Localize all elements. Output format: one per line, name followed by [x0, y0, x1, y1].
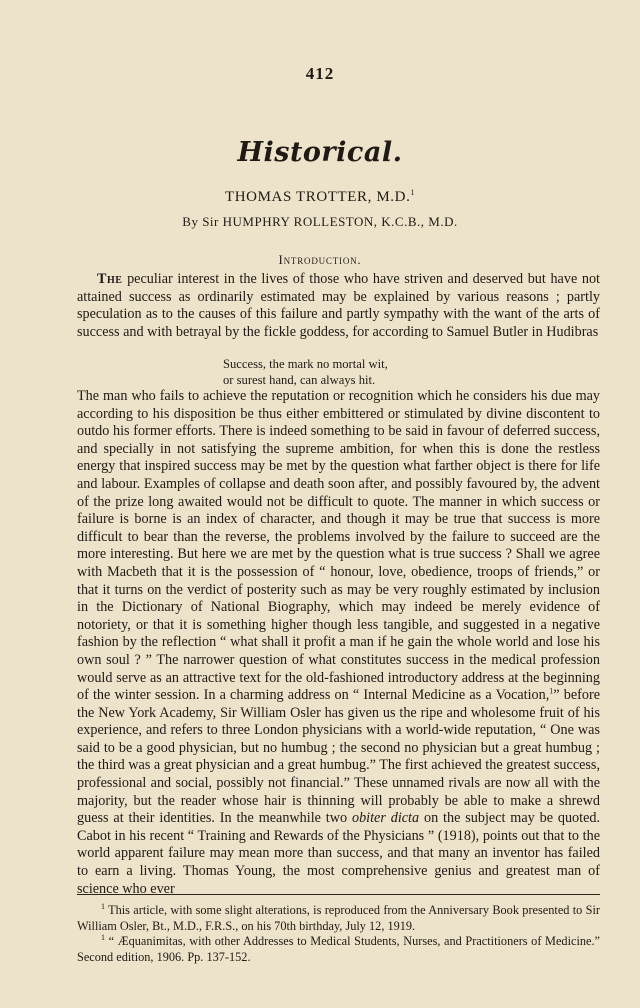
verse-line-2: or surest hand, can always hit.	[223, 373, 376, 387]
paragraph-2-part-a: The man who fails to achieve the reputation or recognition which he considers his due may according to his disposition be thus either embittered or stimulated by divine discontent to outdo his former efforts. There is indeed something to be said in favour of deferred success, and specially in not satisfying the supreme ambition, for when this is done the restless energy that inspired success may be met by the question what farther object is there for life and labour. Examples of collapse and death soon after, and possibly favoured by, the advent of the prize long awaited would not be difficult to quote. The manner in which success or failure is borne is an index of character, and though it may be true that success is more difficult to bear than the reverse, the problems involved by the failure to succeed are the more interesting. But here we are met by the question what is true success ? Shall we agree with Macbeth that it is the possession of “ honour, love, obedience, troops of friends,” or that it turns on the verdict of posterity such as may be very roughly estimated by inclusion in the Dictionary of National Biography, which may indeed be merely evidence of notoriety, or that it is something higher though less tangible, and suggested in a negative fashion by the reflection “ what shall it profit a man if he gain the whole world and lose his own soul ? ” The narrower question of what constitutes success in the medical profession would serve as an attractive text for the old-fashioned introductory address at the beginning of the winter session. In a charming address on “ Internal Medicine as a Vocation,	[77, 388, 600, 704]
article-title	[0, 189, 640, 206]
footnote-1-marker: 1	[101, 901, 105, 911]
article-title-text: THOMAS TROTTER, M.D.	[224, 189, 411, 205]
footnote-2-text: “ Æquanimitas, with other Addresses to Medical Students, Nurses, and Practitioners of Medicine.” Second edition, 1906. Pp. 137-152.	[77, 934, 601, 964]
paragraph-2-part-c: on the subject may be quoted. Cabot in his recent “ Training and Rewards of the Physicians ” (1918), points out that to the world apparent failure may mean more than success, and that many an inventor has failed to earn a living. Thomas Young, the most comprehensive genius and greatest man of science who ever	[77, 810, 601, 897]
footnote-2	[77, 934, 600, 965]
paragraph-2-italic-phrase: obiter dicta	[351, 810, 420, 827]
paragraph-1-lead-word: The	[97, 271, 123, 287]
footnote-divider	[77, 894, 600, 895]
paragraph-2-footnote-marker: 1	[549, 686, 554, 696]
article-title-footnote-marker: 1	[410, 188, 416, 197]
paragraph-2-part-b: ” before the New York Academy, Sir William Osler has given us the ripe and wholesome fruit of his experience, and refers to three London physicians with a world-wide reputation, “ One was said to be a good physician, but no humbug ; the second no physician but a great humbug ; the third was a great physician and a great humbug.” The first achieved the greatest success, professional and social, possibly not financial.” These unnamed rivals are now all with the majority, but the reader whose hair is thinning will probably be able to make a shrewd guess at their identities. In the meanwhile two	[77, 687, 600, 827]
verse-quotation	[223, 356, 583, 388]
verse-line-1: Success, the mark no mortal wit,	[223, 357, 388, 371]
footnote-2-marker: 1	[101, 933, 105, 943]
paragraph-1-text: peculiar interest in the lives of those who have striven and deserved but have not attained success as ordinarily estimated may be explained by various reasons ; partly speculation as to the causes of this failure and partly sympathy with the want of the arts of success and with betrayal by the fickle goddess, for according to Samuel Butler in Hudibras	[77, 271, 601, 340]
page-number: 412	[305, 64, 335, 83]
paragraph-1	[77, 271, 600, 341]
footnote-1-text: This article, with some slight alterations, is reproduced from the Anniversary Book presented to Sir William Osler, Bt., M.D., F.R.S., on his 70th birthday, July 12, 1919.	[77, 903, 600, 933]
footnotes	[77, 903, 600, 965]
introduction-heading: Introduction.	[278, 252, 362, 267]
section-heading: Historical.	[237, 137, 403, 168]
footnote-1	[77, 903, 600, 934]
byline: By Sir HUMPHRY ROLLESTON, K.C.B., M.D.	[182, 214, 458, 229]
paragraph-2	[77, 388, 600, 898]
